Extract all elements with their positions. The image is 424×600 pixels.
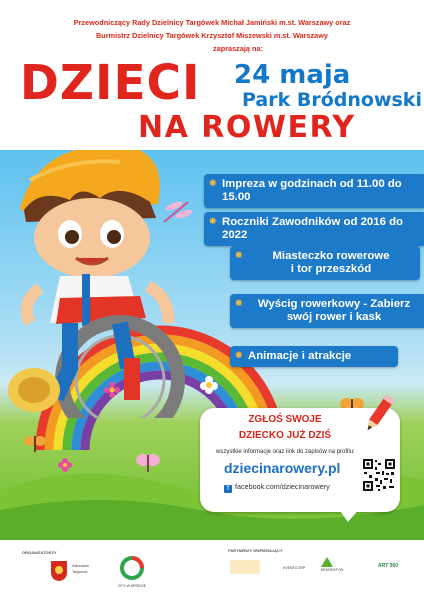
butterfly-icon — [24, 434, 46, 454]
flower-icon — [58, 458, 72, 472]
oto-logo-icon — [120, 556, 144, 580]
info-town-line-2: i tor przeszkód — [290, 263, 372, 275]
star-icon: ✸ — [209, 216, 217, 226]
bubble-tail — [338, 508, 360, 522]
footer — [0, 540, 424, 600]
info-race-line-1: Wyścig rowerkowy - Zabierz — [257, 298, 411, 310]
info-town-line-1: Miasteczko rowerowe — [272, 250, 390, 262]
event-date: 24 maja — [234, 60, 351, 90]
info-hours-text: Impreza w godzinach od 11.00 do 15.00 — [222, 178, 402, 203]
butterfly-icon — [136, 452, 160, 474]
info-town — [230, 246, 420, 280]
illustration-scene — [0, 150, 424, 540]
event-place: Park Bródnowski — [242, 89, 422, 111]
star-icon: ✸ — [235, 250, 243, 260]
organizer-line-1: Przewodniczący Rady Dzielnicy Targówek Michał Jamiński m.st. Warszawy oraz — [73, 18, 351, 27]
logo-rekreativ-text: REKREATYW — [320, 568, 344, 572]
star-icon: ✸ — [235, 350, 243, 360]
logo-warszawa-text: Warszawa — [72, 564, 89, 568]
facebook-icon: f — [224, 485, 232, 493]
info-years — [204, 212, 424, 246]
pencil-icon — [364, 392, 394, 436]
flower-icon — [200, 376, 218, 394]
rekreativ-logo-icon — [320, 556, 334, 568]
signup-line-1: ZGŁOŚ SWOJE — [248, 414, 322, 425]
facebook-link[interactable] — [224, 482, 330, 493]
signup-line-2: DZIECKO JUŻ DZIŚ — [238, 430, 332, 441]
website-link[interactable]: dziecinarowery.pl — [224, 460, 341, 476]
header — [0, 0, 424, 150]
cyclist-illustration — [0, 150, 210, 418]
star-icon: ✸ — [235, 298, 243, 308]
logo-art-text: ART 360 — [377, 563, 398, 569]
logo-eventcorp-text: EVENTCORP — [282, 566, 306, 570]
facebook-text: facebook.com/dziecinarowery — [235, 482, 330, 491]
info-race-line-2: swój rower i kask — [286, 311, 382, 323]
logo-oto-text: OTO W APREZIE — [117, 584, 147, 588]
title-line-2: NA ROWERY — [138, 110, 356, 145]
partners-label: PARTNERZY WSPIERAJĄCY — [228, 548, 283, 553]
coat-of-arms-icon — [50, 560, 68, 582]
signup-note: wszystkie informacje oraz link do zapisów na profilu: — [216, 449, 355, 455]
info-animations — [230, 346, 398, 367]
info-hours — [204, 174, 424, 208]
organizers-label: ORGANIZATORZY — [22, 550, 57, 555]
info-years-text: Roczniki Zawodników od 2016 do 2022 — [222, 216, 404, 241]
organizer-line-3: zapraszają na: — [213, 44, 263, 53]
star-icon: ✸ — [209, 178, 217, 188]
info-race — [230, 294, 424, 328]
flower-icon — [104, 382, 120, 398]
info-animations-text: Animacje i atrakcje — [248, 350, 352, 362]
organizer-line-2: Burmistrz Dzielnicy Targówek Krzysztof Miszewski m.st. Warszawy — [96, 31, 328, 40]
title-line-1: DZIECI — [19, 55, 201, 111]
partner-logo-1 — [230, 560, 260, 574]
qr-code[interactable] — [362, 458, 396, 492]
logo-targowek-text: Targówek — [72, 570, 88, 574]
